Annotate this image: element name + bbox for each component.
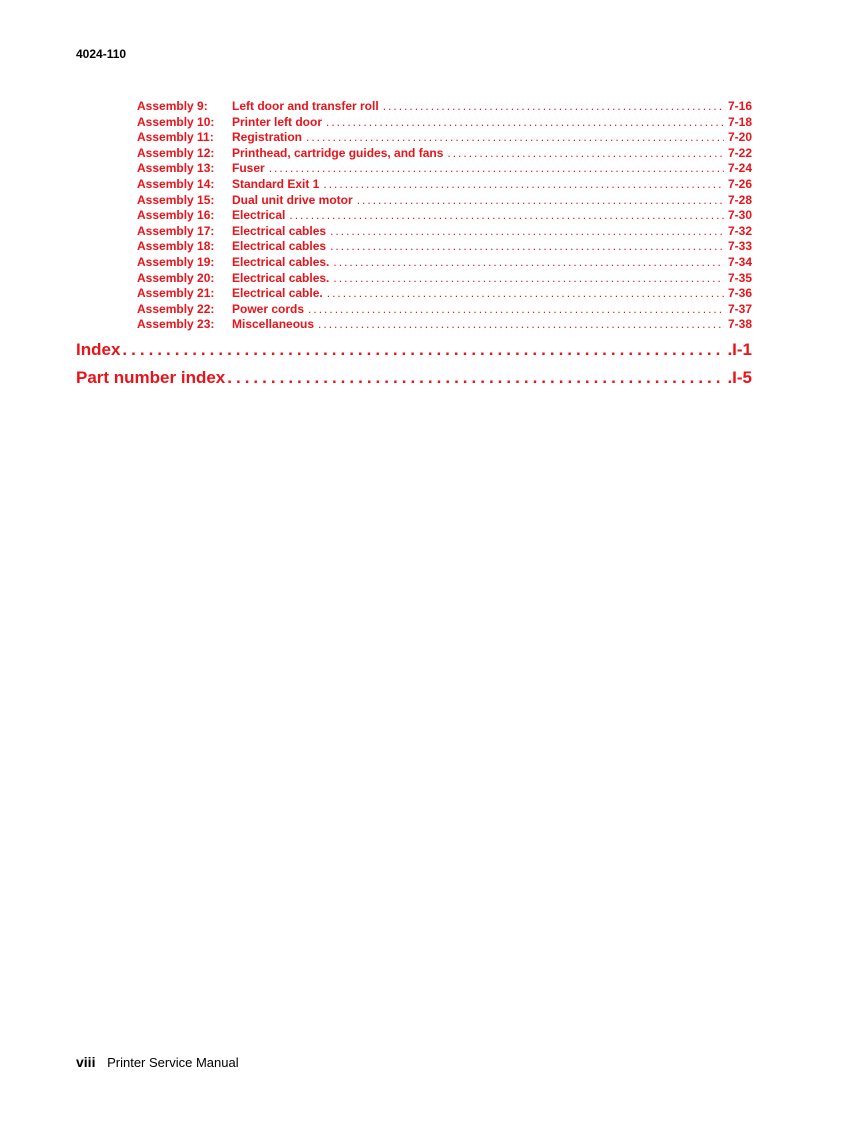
dot-leader	[357, 193, 724, 209]
toc-entry-assembly-16[interactable]	[137, 208, 752, 224]
toc-entry-page: 7-16	[727, 99, 752, 113]
toc-entry-assembly-12[interactable]	[137, 146, 752, 162]
toc-entry-number: Assembly 14:	[137, 176, 215, 191]
toc-entry-page: 7-26	[727, 176, 752, 191]
toc-entry-number: Assembly 20:	[137, 270, 215, 285]
toc-entry-title: Electrical	[232, 208, 286, 223]
toc-entry-title: Printhead, cartridge guides, and fans	[232, 145, 444, 160]
toc-entry-assembly-14[interactable]	[137, 177, 752, 193]
dot-leader	[333, 255, 724, 271]
toc-entry-page: 7-18	[727, 114, 752, 129]
toc-entry-title: Registration	[232, 130, 303, 145]
toc-entry-assembly-19[interactable]	[137, 255, 752, 271]
toc-entry-page: 7-30	[727, 208, 752, 223]
dot-leader	[383, 99, 724, 115]
toc-entry-page: 7-34	[727, 254, 752, 269]
toc-entry-number: Assembly 13:	[137, 161, 215, 176]
toc-entry-number: Assembly 18:	[137, 239, 215, 254]
dot-leader	[333, 271, 724, 287]
toc-entry-assembly-11[interactable]	[137, 130, 752, 146]
toc-entry-title: Electrical cables.	[232, 254, 330, 269]
table-of-contents	[137, 99, 752, 333]
toc-entry-number: Assembly 19:	[137, 254, 215, 269]
toc-entry-number: Assembly 21:	[137, 286, 215, 301]
toc-entry-number: Assembly 22:	[137, 301, 215, 316]
toc-entry-page: 7-36	[727, 286, 752, 301]
toc-entry-page: 7-20	[727, 130, 752, 145]
toc-entry-page: 7-35	[727, 270, 752, 285]
dot-leader	[308, 302, 724, 318]
toc-entry-title: Dual unit drive motor	[232, 192, 353, 207]
toc-entry-assembly-23[interactable]	[137, 317, 752, 333]
dot-leader	[289, 208, 724, 224]
toc-entry-title: Standard Exit 1	[232, 176, 320, 191]
toc-entry-title: Electrical cables.	[232, 270, 330, 285]
toc-entry-page: 7-37	[727, 301, 752, 316]
toc-entry-number: Assembly 16:	[137, 208, 215, 223]
dot-leader	[227, 368, 725, 388]
dot-leader	[318, 317, 724, 333]
page-footer	[76, 1054, 239, 1070]
dot-leader	[326, 115, 724, 131]
toc-entry-number: Assembly 17:	[137, 223, 215, 238]
toc-entry-page: 7-33	[727, 239, 752, 254]
dot-leader	[122, 340, 725, 360]
toc-index-title: Index	[76, 340, 121, 359]
toc-entry-assembly-18[interactable]	[137, 239, 752, 255]
toc-part-number-index-page: .I-5	[727, 368, 752, 387]
toc-entry-page: 7-28	[727, 192, 752, 207]
toc-entry-part-number-index[interactable]	[76, 368, 752, 388]
toc-entry-assembly-17[interactable]	[137, 224, 752, 240]
toc-index-page: .I-1	[727, 340, 752, 359]
toc-entry-title: Printer left door	[232, 114, 323, 129]
toc-entry-number: Assembly 23:	[137, 317, 215, 332]
toc-entry-assembly-22[interactable]	[137, 302, 752, 318]
toc-entry-page: 7-22	[727, 145, 752, 160]
toc-part-number-index-title: Part number index	[76, 368, 226, 387]
footer-page-number: viii	[76, 1054, 96, 1070]
toc-entry-title: Left door and transfer roll	[232, 99, 379, 113]
dot-leader	[330, 239, 724, 255]
toc-entry-number: Assembly 11:	[137, 130, 214, 145]
dot-leader	[327, 286, 724, 302]
toc-entry-title: Fuser	[232, 161, 265, 176]
dot-leader	[447, 146, 724, 162]
toc-entry-page: 7-32	[727, 223, 752, 238]
toc-entry-assembly-21[interactable]	[137, 286, 752, 302]
toc-entry-title: Miscellaneous	[232, 317, 315, 332]
document-id: 4024-110	[76, 47, 127, 61]
toc-entry-assembly-10[interactable]	[137, 115, 752, 131]
toc-entry-title: Electrical cables	[232, 223, 327, 238]
toc-entry-assembly-15[interactable]	[137, 193, 752, 209]
toc-entry-assembly-20[interactable]	[137, 271, 752, 287]
toc-entry-assembly-9[interactable]	[137, 99, 752, 115]
toc-entry-number: Assembly 9:	[137, 99, 208, 113]
dot-leader	[306, 130, 724, 146]
toc-entry-number: Assembly 15:	[137, 192, 215, 207]
toc-entry-title: Electrical cable.	[232, 286, 323, 301]
toc-entry-page: 7-38	[727, 317, 752, 332]
dot-leader	[323, 177, 724, 193]
toc-entry-title: Power cords	[232, 301, 305, 316]
toc-entry-title: Electrical cables	[232, 239, 327, 254]
toc-entry-assembly-13[interactable]	[137, 161, 752, 177]
toc-entry-number: Assembly 10:	[137, 114, 215, 129]
toc-entry-index[interactable]	[76, 340, 752, 360]
dot-leader	[269, 161, 724, 177]
toc-entry-number: Assembly 12:	[137, 145, 215, 160]
footer-manual-title: Printer Service Manual	[107, 1055, 239, 1070]
dot-leader	[330, 224, 724, 240]
toc-entry-page: 7-24	[727, 161, 752, 176]
